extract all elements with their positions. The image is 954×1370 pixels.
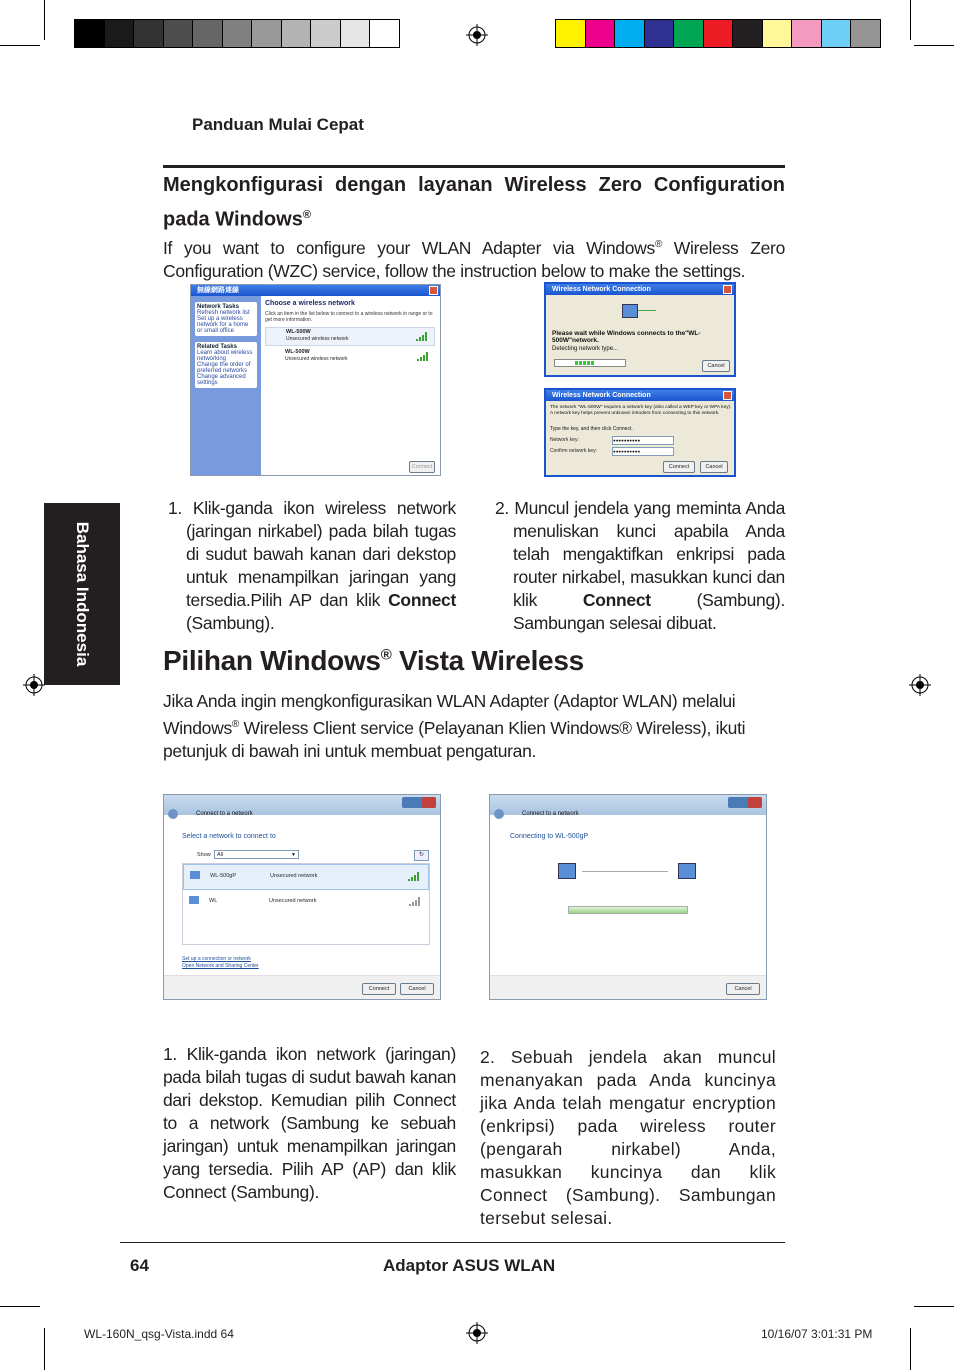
crop-mark	[910, 0, 911, 40]
network-key-label: Network key:	[550, 437, 579, 443]
color-swatch	[133, 19, 164, 48]
learn-wireless-link[interactable]: Learn about wireless networking	[197, 350, 253, 362]
connecting-heading: Connecting to WL-500gP	[510, 833, 589, 840]
color-swatch	[340, 19, 371, 48]
refresh-network-link[interactable]: Refresh network list	[197, 310, 250, 316]
color-swatch	[310, 19, 341, 48]
vista-step-2-text: 2. Sebuah jendela akan muncul menanyakan pada Anda kuncinya jika Anda telah mengatur encryption (enkripsi) pada wireless router (pengarah nirkabel) Anda, masukkan kuncinya dan klik Connect (Sambung). Sambungan tersebut selesai.	[480, 1047, 776, 1228]
connect-button[interactable]: Connect	[663, 461, 695, 473]
vista-step-1-text: 1. Klik-ganda ikon network (jaringan) pada bilah tugas di sudut bawah kanan dari dekstop. Kemudian pilih Connect to a network (Sambung ke sebuah jaringan) untuk menampilkan jaringan yang tersedia. Pilih AP (AP) dan klik Connect (Sambung).	[163, 1044, 456, 1202]
network-icon	[678, 863, 696, 879]
network-row[interactable]	[183, 890, 429, 914]
vista-section-heading	[163, 645, 584, 677]
crop-mark	[0, 1306, 40, 1307]
window-titlebar	[546, 284, 734, 295]
footer-rule	[120, 1242, 785, 1243]
network-icon	[190, 871, 200, 879]
color-swatch	[192, 19, 223, 48]
cancel-button[interactable]: Cancel	[726, 983, 760, 995]
network-ssid: WL-500W	[285, 349, 310, 355]
show-dropdown-value: All	[217, 852, 224, 858]
section-heading	[163, 170, 785, 235]
connecting-message: Please wait while Windows connects to the"WL-500W"network.	[552, 330, 701, 344]
network-sharing-center-link[interactable]: Open Network and Sharing Center	[182, 963, 259, 969]
chevron-down-icon: ▼	[291, 852, 296, 858]
cancel-button[interactable]: Cancel	[400, 983, 434, 995]
xp-connecting-dialog	[544, 282, 736, 377]
signal-strength-icon	[409, 897, 421, 906]
confirm-key-label: Confirm network key:	[550, 448, 597, 454]
header-rule	[163, 165, 785, 168]
registered-mark: ®	[231, 719, 239, 730]
xp-wireless-networks-screenshot	[190, 284, 441, 476]
color-swatch	[791, 19, 822, 48]
network-icon	[189, 896, 199, 904]
color-swatch	[74, 19, 105, 48]
network-ssid: WL	[209, 898, 218, 904]
color-swatch	[614, 19, 645, 48]
setup-network-link[interactable]: Set up a wireless network for a home or small office	[197, 316, 249, 334]
related-tasks-box	[195, 342, 257, 388]
confirm-key-input[interactable]: ●●●●●●●●●●	[612, 447, 674, 456]
step-text: 1. Klik-ganda ikon wireless network (jaringan nirkabel) pada bilah tugas di sudut bawah kanan dari dekstop untuk menampilkan jaringan yang tersedia.Pilih AP dan klik	[168, 498, 456, 610]
window-controls-icon[interactable]	[728, 797, 762, 808]
color-swatch	[222, 19, 253, 48]
refresh-icon[interactable]: ↻	[414, 850, 429, 861]
intro-text: If you want to configure your WLAN Adapter via Windows	[163, 237, 655, 258]
language-tab	[44, 503, 120, 685]
signal-strength-icon	[417, 352, 429, 361]
step-text: (Sambung). Sambungan selesai dibuat.	[513, 590, 786, 633]
select-network-heading: Select a network to connect to	[182, 833, 276, 840]
network-row[interactable]	[265, 348, 435, 365]
slug-filename: WL-160N_qsg-Vista.indd 64	[84, 1327, 234, 1341]
network-ssid: WL-500W	[286, 329, 311, 335]
computer-network-icon	[622, 302, 656, 324]
cancel-button[interactable]: Cancel	[700, 461, 728, 473]
color-swatch	[762, 19, 793, 48]
network-list-pane	[265, 300, 435, 365]
network-tasks-header: Network Tasks	[197, 304, 239, 310]
heading-text: Vista Wireless	[391, 645, 584, 676]
setup-connection-link[interactable]: Set up a connection or network	[182, 956, 251, 962]
network-tasks-box	[195, 302, 257, 336]
color-swatch	[104, 19, 135, 48]
crop-mark	[914, 1306, 954, 1307]
crop-mark	[910, 1328, 911, 1370]
step-emphasis: Connect	[582, 590, 651, 610]
color-swatch	[585, 19, 616, 48]
color-swatch	[281, 19, 312, 48]
network-list	[182, 863, 430, 945]
crop-mark	[44, 0, 45, 40]
slug-date: 10/16/07 3:01:31 PM	[761, 1327, 873, 1341]
color-swatch	[555, 19, 586, 48]
color-swatch	[821, 19, 852, 48]
change-order-link[interactable]: Change the order of preferred networks	[197, 362, 251, 374]
vista-select-network-screenshot	[163, 794, 441, 1000]
crop-mark	[0, 45, 40, 46]
intro-text: Wireless Client service (Pelayanan Klien Windows® Wireless), ikuti petunjuk di bawah ini untuk membuat pengaturan.	[163, 717, 746, 761]
color-swatch	[251, 19, 282, 48]
step-text: 2. Muncul jendela yang meminta Anda menuliskan kunci apabila Anda telah mengaktifkan enkripsi pada router nirkabel, masukkan kunci dan klik	[495, 498, 785, 610]
progress-bar	[554, 359, 626, 367]
window-title: Connect to a network	[522, 811, 579, 817]
color-swatch	[703, 19, 734, 48]
language-tab-label: Bahasa Indonesia	[73, 521, 92, 667]
registration-mark-icon	[466, 24, 488, 46]
choose-network-heading: Choose a wireless network	[265, 300, 355, 307]
crop-mark	[914, 45, 954, 46]
connection-line	[582, 871, 668, 872]
registered-mark: ®	[654, 239, 663, 250]
related-tasks-header: Related Tasks	[197, 344, 237, 350]
vista-connecting-screenshot	[489, 794, 767, 1000]
window-titlebar	[191, 285, 440, 296]
vista-intro	[163, 690, 785, 763]
dialog-button-bar	[490, 975, 766, 1000]
close-icon[interactable]	[429, 286, 438, 295]
close-icon[interactable]	[723, 391, 732, 400]
window-titlebar	[164, 795, 440, 815]
close-icon[interactable]	[723, 285, 732, 294]
network-status: Unsecured wireless network	[285, 356, 348, 362]
step-emphasis: Connect	[388, 590, 456, 610]
network-key-input[interactable]: ●●●●●●●●●●	[612, 436, 674, 445]
running-header: Panduan Mulai Cepat	[192, 115, 364, 134]
task-pane	[191, 296, 261, 476]
xp-network-key-dialog	[544, 388, 736, 477]
registered-mark: ®	[302, 209, 311, 221]
network-status: Unsecured network	[270, 873, 318, 879]
window-title: 無線網路連線	[197, 287, 239, 294]
connect-button[interactable]: Connect	[409, 461, 435, 473]
network-ssid: WL-500gP	[210, 873, 236, 879]
section-intro	[163, 233, 785, 283]
choose-network-instruction: Click an item in the list below to connect to a wireless network in range or to get more information.	[265, 311, 433, 323]
network-row[interactable]	[265, 327, 435, 346]
dialog-button-bar	[164, 975, 440, 1000]
color-swatch	[163, 19, 194, 48]
intro-text: Wireless Zero Configuration (WZC) service, follow the instruction below to make the settings.	[163, 237, 786, 281]
computer-icon	[558, 863, 576, 879]
window-titlebar	[490, 795, 766, 815]
window-title: Connect to a network	[196, 811, 253, 817]
window-titlebar	[546, 390, 734, 401]
show-label: Show	[197, 852, 211, 858]
signal-strength-icon	[408, 872, 420, 881]
window-title: Wireless Network Connection	[552, 392, 651, 399]
section-heading-text: Mengkonfigurasi dengan layanan Wireless Zero Configuration pada Windows	[163, 174, 785, 231]
crop-mark	[44, 1328, 45, 1370]
registration-mark-icon	[23, 674, 45, 696]
key-prompt: Type the key, and then click Connect.	[550, 426, 633, 432]
network-status: Unsecured network	[269, 898, 317, 904]
step-2-text	[495, 497, 785, 635]
color-swatch	[673, 19, 704, 48]
network-status: Unsecured wireless network	[286, 336, 349, 342]
intro-text: Jika Anda ingin mengkonfigurasikan WLAN Adapter (Adaptor WLAN) melalui Windows	[163, 691, 736, 738]
footer-product: Adaptor ASUS WLAN	[383, 1256, 556, 1275]
heading-text: Pilihan Windows	[163, 645, 381, 676]
color-swatch	[850, 19, 881, 48]
window-title: Wireless Network Connection	[552, 286, 651, 293]
step-1-text	[168, 497, 456, 635]
cancel-button[interactable]: Cancel	[702, 360, 730, 372]
connect-button[interactable]: Connect	[362, 983, 396, 995]
signal-strength-icon	[416, 332, 428, 341]
window-controls-icon[interactable]	[402, 797, 436, 808]
show-dropdown[interactable]	[214, 850, 299, 859]
network-row[interactable]	[183, 864, 429, 890]
color-swatch	[369, 19, 400, 48]
page-number: 64	[130, 1256, 149, 1275]
step-text: (Sambung).	[186, 613, 275, 633]
registered-mark: ®	[380, 646, 392, 664]
progress-bar	[568, 906, 688, 914]
registration-mark-icon	[909, 674, 931, 696]
detecting-status: Detecting network type...	[552, 346, 619, 352]
key-required-message: The network "WL-500W" requires a network key (also called a WEP key or WPA key). A network key helps prevent unknown intruders from connecting to this network.	[550, 405, 732, 416]
advanced-settings-link[interactable]: Change advanced settings	[197, 374, 246, 386]
color-swatch	[644, 19, 675, 48]
color-swatch	[732, 19, 763, 48]
registration-mark-icon	[466, 1322, 488, 1344]
